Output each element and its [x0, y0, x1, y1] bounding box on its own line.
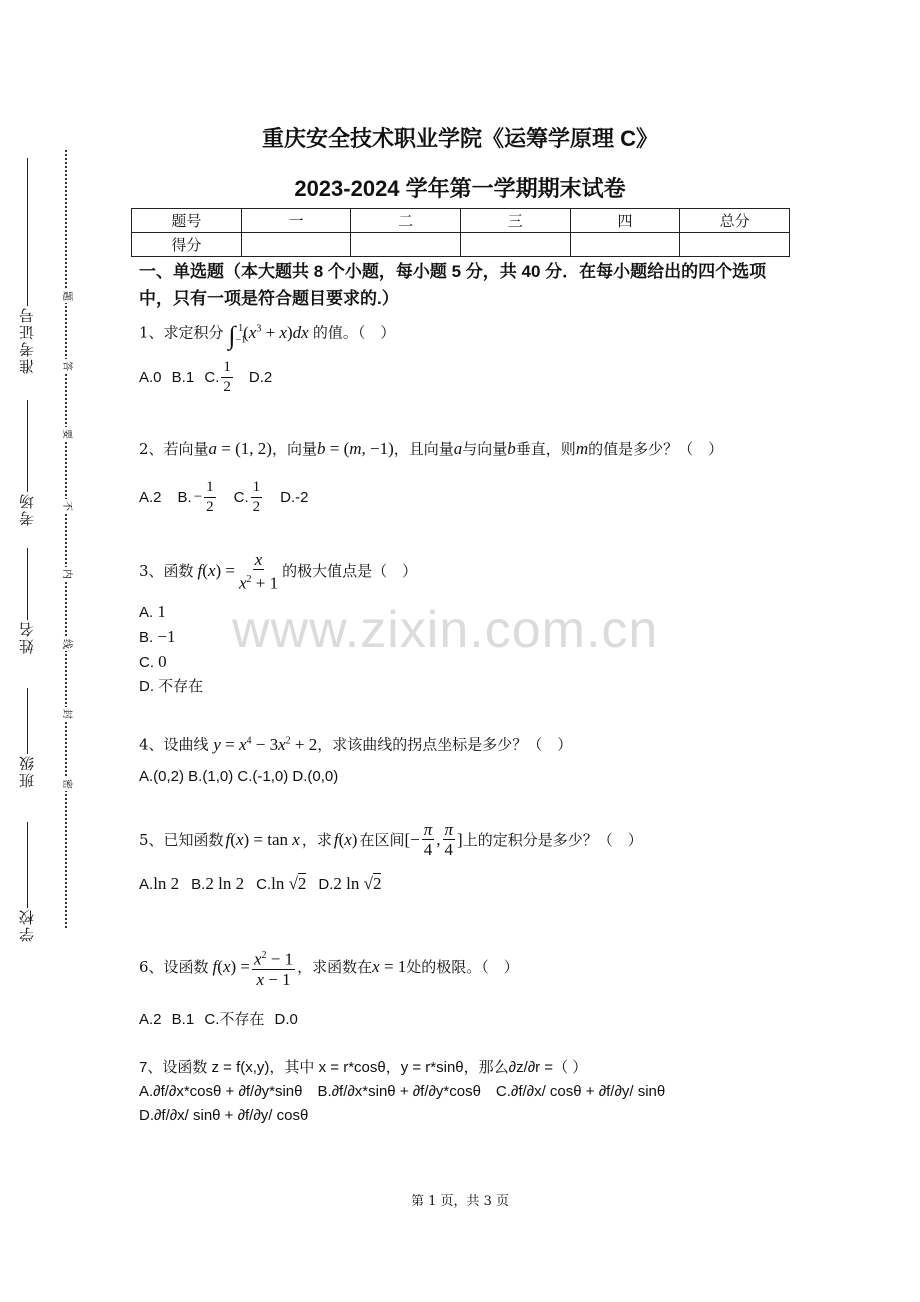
question-1-suffix: 的值。（ ） — [312, 323, 396, 342]
fraction-one-half: $\frac{1}{2}$ — [223, 359, 231, 395]
question-6 — [139, 946, 519, 989]
exam-title: 重庆安全技术职业学院《运筹学原理 C》 — [261, 126, 658, 151]
question-3-option-b — [139, 625, 203, 650]
tan-formula: f(x) = tan x — [225, 829, 300, 849]
question-5-option-b: B. — [191, 875, 206, 893]
question-4-prefix: 4、设曲线 — [139, 735, 209, 754]
seal-char: 密 — [61, 779, 72, 789]
option-value: 2 ln √2 — [333, 874, 382, 893]
question-1 — [139, 318, 395, 351]
question-7-stem: 7、设函数 z = f(x,y)，其中 x = r*cosθ，y = r*sinθ，那么∂z/∂r =（ ） — [139, 1059, 588, 1076]
seal-char: 内 — [61, 569, 72, 579]
question-2-text: ，且向量 — [393, 440, 454, 458]
option-letter: A. — [139, 604, 154, 621]
question-1-formula: $\int_{-1}^1(x^3 + x)dx$ — [228, 320, 309, 350]
question-6-suffix: 处的极限。（ ） — [406, 958, 519, 977]
score-cell[interactable] — [570, 233, 680, 257]
question-5-option-c: C. — [256, 875, 272, 893]
seal-char: 题 — [61, 291, 72, 301]
question-5-text: ，求 — [301, 830, 332, 849]
var-b: b — [507, 439, 516, 458]
fraction-one-half: $\frac{1}{2}$ — [252, 479, 261, 515]
curve-formula: $y = x^4 - 3x^2 + 2$ — [213, 734, 318, 754]
function-fx: f(x) = — [212, 957, 250, 977]
score-table-score-row — [132, 233, 790, 257]
question-4-suffix: ，求该曲线的拐点坐标是多少？（ ） — [317, 735, 573, 754]
question-2-option-b: B. — [177, 489, 192, 506]
name-field — [12, 548, 42, 654]
score-cell[interactable] — [460, 233, 570, 257]
question-6-prefix: 6、设函数 — [139, 958, 209, 977]
score-cell[interactable] — [351, 233, 461, 257]
question-5-option-d: D. — [318, 875, 334, 893]
seal-char: 不 — [61, 501, 72, 511]
question-1-options — [139, 358, 272, 397]
point-formula: x = 1 — [372, 957, 407, 977]
question-1-options-text: A.0 B.1 C. — [139, 369, 220, 386]
fraction-x-over-x2-plus-1: $\frac{x}{x^2 + 1}$ — [239, 550, 279, 593]
question-6-options: A.2 B.1 C.不存在 D.0 — [139, 1011, 298, 1028]
question-5-prefix: 5、已知函数 — [139, 830, 224, 849]
question-3 — [139, 550, 417, 593]
function-fx: f(x) — [333, 829, 358, 849]
function-fx: f(x) = — [197, 561, 235, 581]
question-2-text: 与向量 — [462, 440, 508, 458]
option-value: 2 ln 2 — [205, 874, 245, 893]
section-heading: 一、单选题（本大题共 8 个小题，每小题 5 分，共 40 分．在每小题给出的四个选项中，只有一项是符合题目要求的.） — [139, 262, 767, 308]
watermark: www.zixin.com.cn — [232, 601, 659, 659]
school-field — [12, 822, 42, 942]
option-value: ln √2 — [271, 874, 307, 893]
question-2-suffix: 的值是多少？（ ） — [588, 440, 724, 458]
seal-char: 封 — [61, 709, 72, 719]
score-table-header: 四 — [570, 209, 680, 233]
question-5-suffix: 上的定积分是多少？（ ） — [462, 830, 643, 849]
option-value: 1 — [157, 602, 166, 621]
room-field — [12, 400, 42, 526]
question-7-options-line2: D.∂f/∂x/ sinθ + ∂f/∂y/ cosθ — [139, 1107, 309, 1124]
question-3-options — [139, 600, 203, 699]
exam-id-label: 准考证号 — [17, 306, 36, 374]
room-label: 考场 — [17, 492, 36, 526]
score-table — [131, 208, 790, 257]
question-7-options-line1: A.∂f/∂x*cosθ + ∂f/∂y*sinθ B.∂f/∂x*sinθ + ∂f/∂y*cosθ C.∂f/∂x/ cosθ + ∂f/∂y/ sinθ — [139, 1083, 666, 1100]
question-6-text: ，求函数在 — [297, 958, 373, 977]
school-label: 学校 — [17, 908, 36, 942]
score-cell[interactable] — [241, 233, 351, 257]
interval-comma: , — [436, 829, 441, 849]
question-3-option-d: D. 不存在 — [139, 678, 204, 695]
question-2-option-c: C. — [233, 489, 249, 506]
question-5 — [139, 820, 643, 859]
option-value: 0 — [158, 652, 167, 671]
question-5-options — [139, 874, 381, 894]
vector-b-formula: b = (m, −1) — [316, 439, 394, 458]
question-2-option-a: A.2 — [139, 489, 162, 506]
question-3-prefix: 3、函数 — [139, 562, 194, 581]
question-3-option-c — [139, 650, 203, 675]
question-5-text: 在区间 — [359, 830, 405, 849]
question-3-option-a — [139, 600, 203, 625]
question-2-text: 垂直，则 — [515, 440, 576, 458]
question-2 — [139, 438, 723, 460]
fraction-pi-over-4: $\frac{\pi}{4}$ — [423, 820, 433, 859]
page-footer: 第 1 页，共 3 页 — [410, 1194, 510, 1209]
question-2-prefix: 2、若向量 — [139, 440, 209, 458]
seal-dotted-line — [65, 150, 67, 928]
question-1-prefix: 1、求定积分 — [139, 323, 224, 342]
interval-close: ] — [457, 829, 463, 849]
score-cell[interactable] — [680, 233, 790, 257]
score-table-header: 二 — [351, 209, 461, 233]
question-4 — [139, 730, 572, 756]
minus-sign: − — [193, 489, 203, 505]
fraction-one-half: $\frac{1}{2}$ — [206, 479, 214, 515]
seal-char: 要 — [61, 429, 72, 439]
option-value: ln 2 — [153, 874, 180, 893]
score-table-header: 总分 — [680, 209, 790, 233]
name-label: 姓名 — [17, 620, 36, 654]
var-a: a — [453, 439, 463, 458]
exam-subtitle: 2023-2024 学年第一学期期末试卷 — [294, 176, 626, 201]
fraction-pi-over-4: $\frac{\pi}{4}$ — [444, 820, 454, 859]
question-3-suffix: 的极大值点是（ ） — [282, 562, 418, 581]
var-m: m — [575, 439, 589, 458]
question-4-options: A.(0,2) B.(1,0) C.(-1,0) D.(0,0) — [139, 768, 339, 785]
score-row-label: 得分 — [132, 233, 242, 257]
option-letter: C. — [139, 654, 154, 671]
vector-a-formula: a = (1, 2) — [208, 439, 272, 458]
score-table-header: 三 — [460, 209, 570, 233]
option-letter: B. — [139, 629, 154, 646]
seal-char: 答 — [61, 361, 72, 371]
score-table-header: 一 — [241, 209, 351, 233]
question-2-options — [139, 478, 309, 517]
seal-char: 线 — [61, 639, 72, 649]
option-value: −1 — [157, 627, 176, 646]
class-label: 班级 — [17, 754, 36, 788]
score-table-header: 题号 — [132, 209, 242, 233]
question-2-option-d: D.-2 — [280, 489, 309, 506]
interval-open: [− — [404, 829, 420, 849]
question-7 — [139, 1056, 665, 1128]
question-5-option-a: A. — [139, 875, 154, 893]
score-table-header-row — [132, 209, 790, 233]
class-field — [12, 688, 42, 788]
question-1-option-d: D.2 — [248, 369, 273, 386]
question-2-text: ，向量 — [271, 440, 317, 458]
fraction-limit: $\frac{x^2 - 1}{x - 1}$ — [252, 946, 295, 989]
